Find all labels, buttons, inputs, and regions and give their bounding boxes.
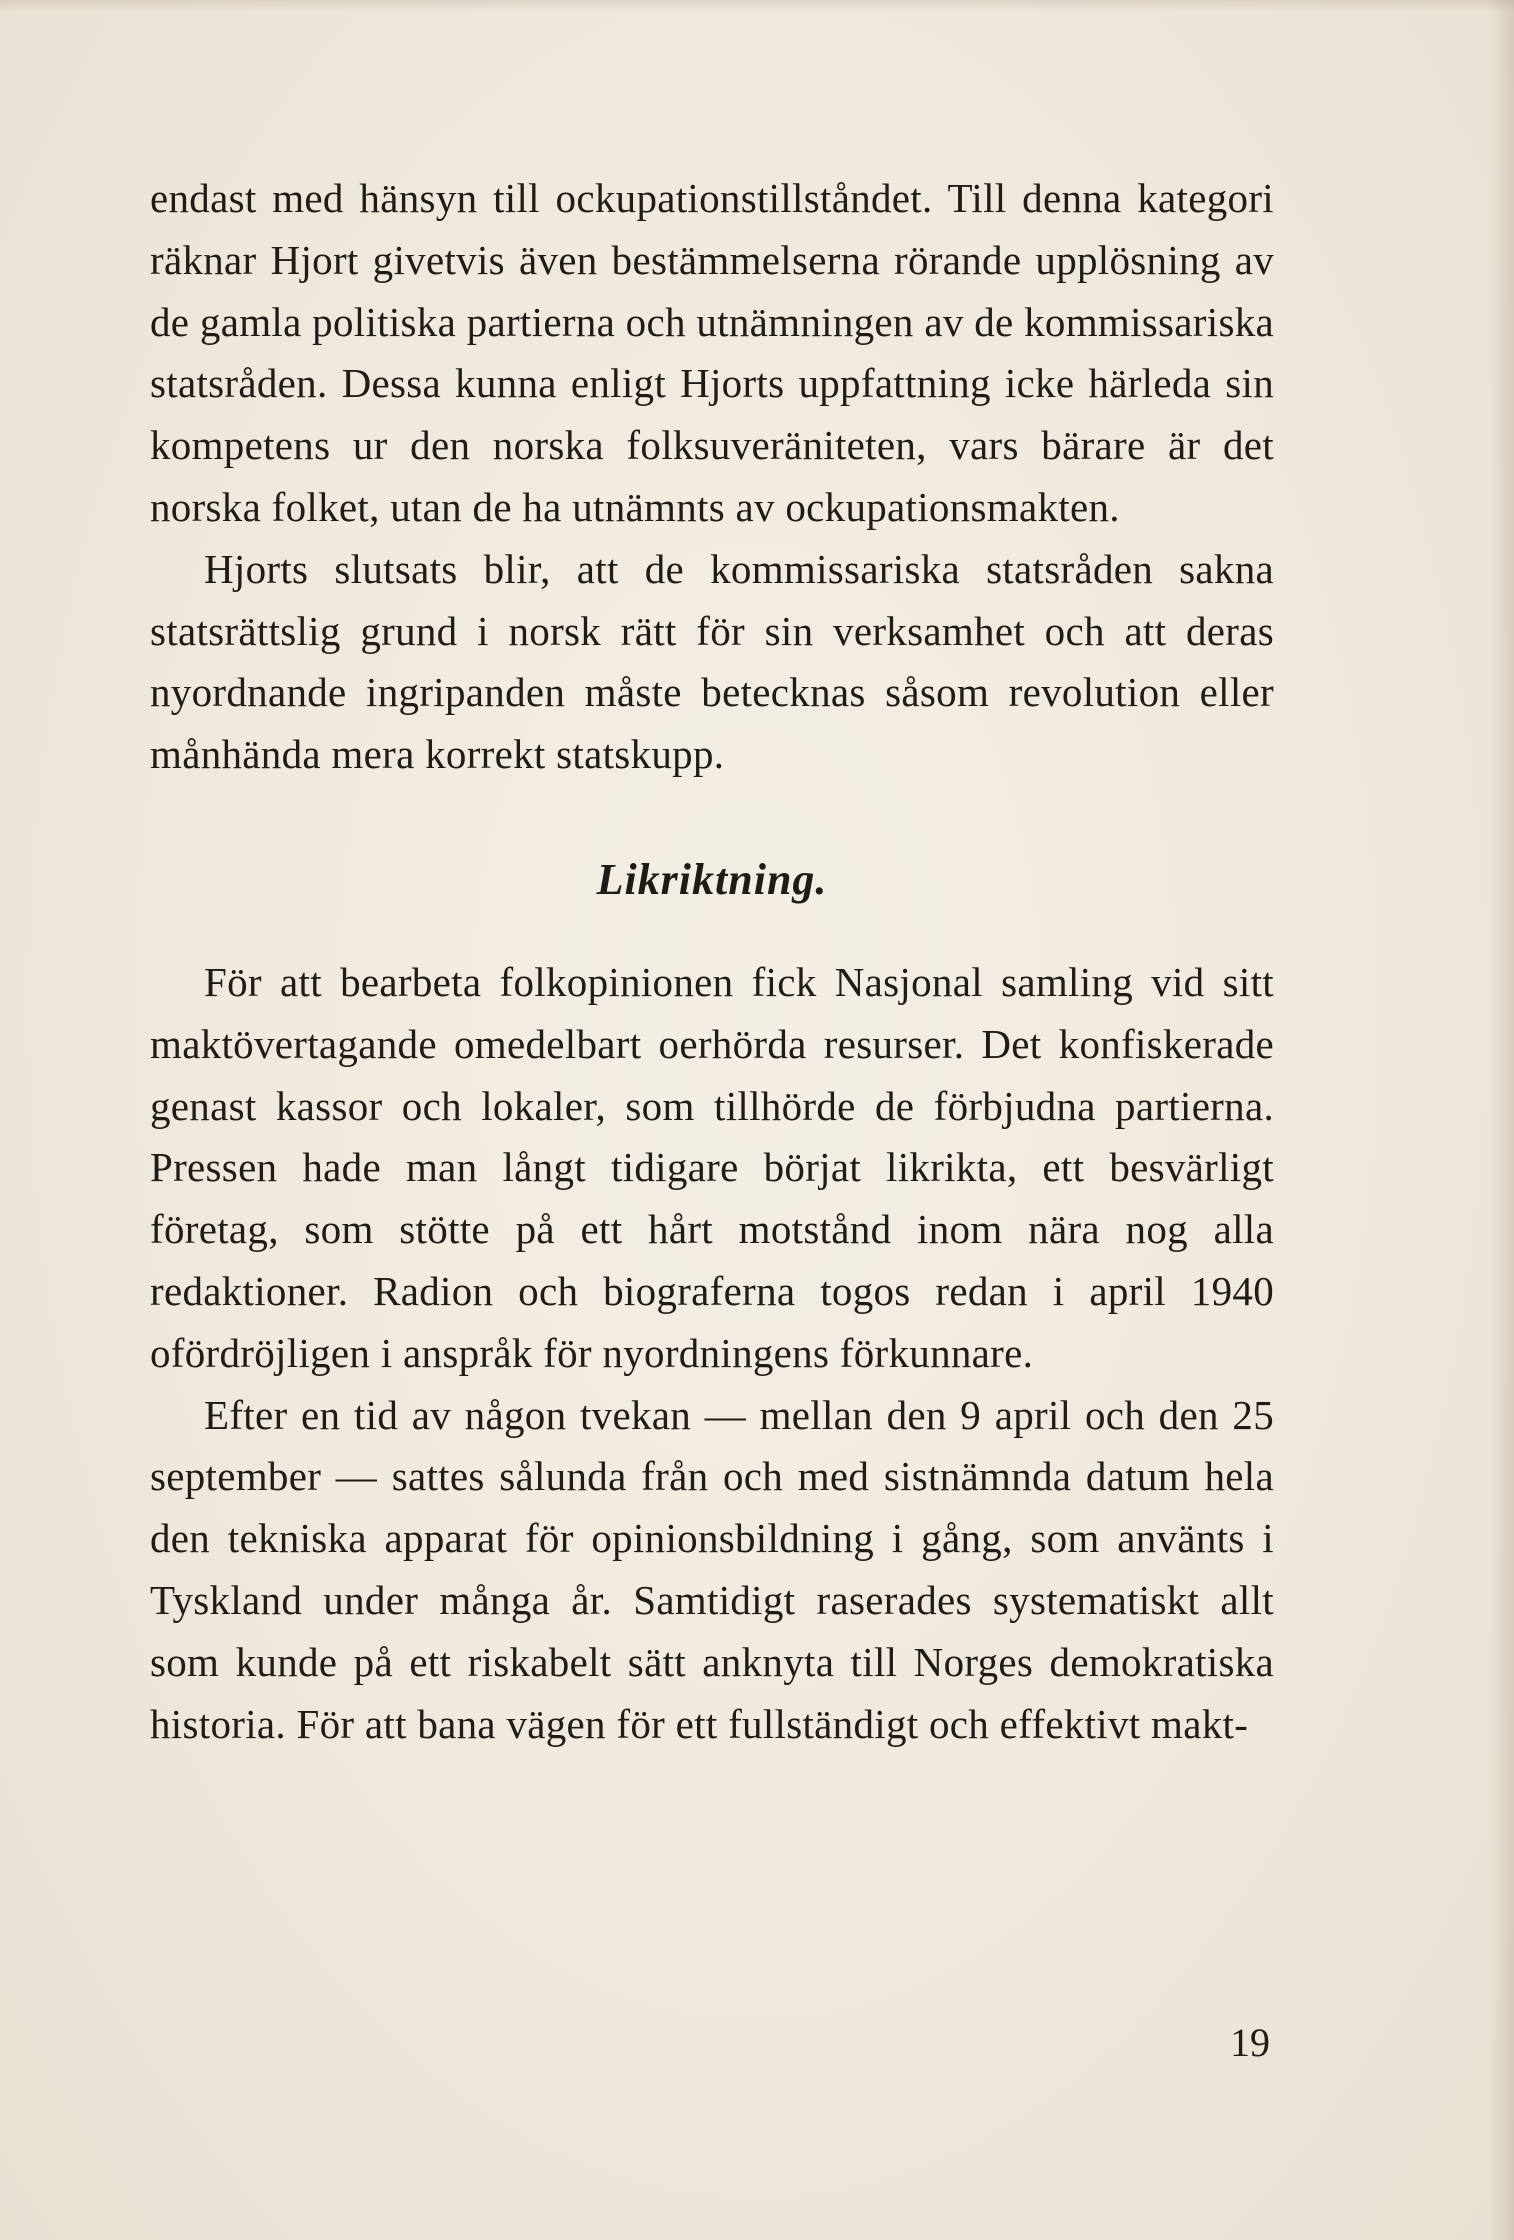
paragraph-efter-en-tid: Efter en tid av någon tvekan — mellan den 9 april och den 25 september — sattes sålunda från och med sistnämnda datum hela den tekniska apparat för opinionsbildning i gång, som använts i Tyskland under många år. Samtidigt raserades systematiskt allt som kunde på ett riskabelt sätt anknyta till Norges demokratiska historia. För att bana vägen för ett fullständigt och effektivt makt-: [150, 1391, 1274, 1747]
page-edge-right: [1488, 0, 1514, 2240]
section-heading: Likriktning.: [596, 854, 828, 904]
paragraph-hjort-conclusion: Hjorts slutsats blir, att de kommissariska statsråden sakna statsrättslig grund i norsk rätt för sin verksamhet och att deras nyordnande ingripanden måste betecknas såsom revolution eller månhända mera korrekt statskupp.: [150, 545, 1274, 778]
paragraph-folkopinion: För att bearbeta folkopinionen fick Nasjonal samling vid sitt maktövertagande omedelbart oerhörda resurser. Det konfiskerade genast kassor och lokaler, som tillhörde de förbjudna partierna. Pressen hade man långt tidigare börjat likrikta, ett besvärligt företag, som stötte på ett hårt motstånd inom nära nog alla redaktioner. Radion och biograferna togos redan i april 1940 ofördröjligen i anspråk för nyordningens förkunnare.: [150, 958, 1274, 1376]
body-text: [150, 168, 1274, 1755]
paragraph-continuation: endast med hänsyn till ockupationstillståndet. Till denna kategori räknar Hjort givetvis även bestämmelserna rörande upplösning av de gamla politiska partierna och utnämningen av de kommissariska statsråden. Dessa kunna enligt Hjorts uppfattning icke härleda sin kompetens ur den norska folksuveräniteten, vars bärare är det norska folket, utan de ha utnämnts av ockupationsmakten.: [150, 175, 1274, 530]
page-edge-top: [0, 0, 1514, 12]
page-number: 19: [1230, 2020, 1270, 2065]
